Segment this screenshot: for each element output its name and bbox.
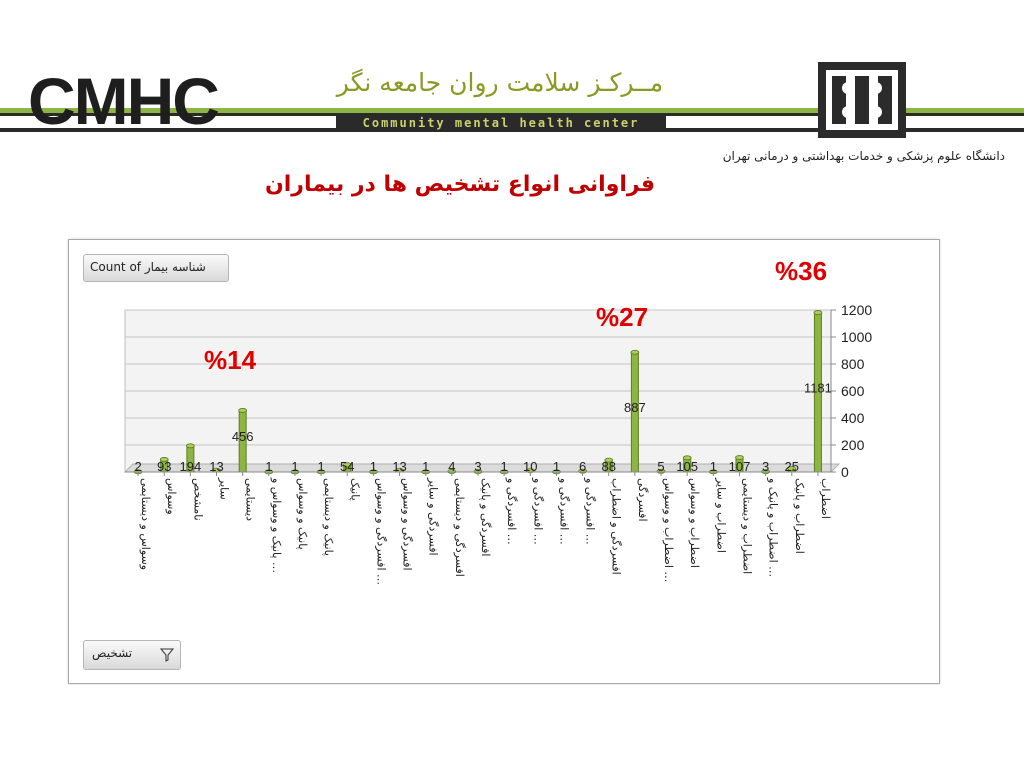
category-label: پانیک و وسواس و … xyxy=(269,478,283,573)
data-label: 10 xyxy=(523,459,538,474)
percent-annotation-27: %27 xyxy=(596,302,649,332)
data-label: 54 xyxy=(340,459,355,474)
data-label: 1 xyxy=(552,459,561,474)
category-label: افسردگی و … xyxy=(557,478,571,545)
data-label: 88 xyxy=(601,459,616,474)
percent-annotation-36: %36 xyxy=(775,256,828,286)
data-label: 5 xyxy=(657,459,665,474)
category-label: افسردگی و سایر xyxy=(426,478,440,556)
y-tick-label: 800 xyxy=(841,356,865,372)
category-label: سایر xyxy=(217,478,231,500)
data-label: 13 xyxy=(392,459,407,474)
y-tick-label: 400 xyxy=(841,410,865,426)
bar-top xyxy=(239,408,247,412)
data-label: 1 xyxy=(317,459,325,474)
category-label: افسردگی و … xyxy=(531,478,545,545)
axis-field-label: تشخیص xyxy=(92,646,133,660)
category-label: پانیک و وسواس xyxy=(295,478,309,550)
data-label: 1 xyxy=(291,459,299,474)
data-label: 887 xyxy=(624,400,646,416)
y-tick-label: 200 xyxy=(841,437,865,453)
data-label: 2 xyxy=(134,459,142,474)
category-label: افسردگی و … xyxy=(583,478,597,545)
data-label: 25 xyxy=(784,459,800,474)
data-label: 456 xyxy=(231,429,254,445)
category-label: افسردگی و دیستایمی xyxy=(452,478,466,577)
bar-chart xyxy=(69,240,939,683)
data-label: 107 xyxy=(728,459,751,474)
bar-top xyxy=(631,350,639,354)
category-label: وسواس و دیستایمی xyxy=(139,478,153,571)
cmhc-logo: CMHC xyxy=(28,64,218,138)
category-label: اضطراب و سایر xyxy=(714,478,728,553)
category-label: دیستایمی xyxy=(243,478,257,522)
y-tick-label: 1000 xyxy=(841,329,873,345)
category-label: افسردگی و پانیک xyxy=(479,478,492,557)
category-label: وسواس xyxy=(165,478,179,515)
bar-top xyxy=(186,444,194,448)
value-field-label: Count of شناسه بیمار xyxy=(90,260,206,274)
bar-top xyxy=(814,311,822,315)
filter-dropdown-icon xyxy=(160,648,174,662)
category-label: پانیک xyxy=(348,478,362,501)
data-label: 105 xyxy=(676,459,699,474)
data-label: 1 xyxy=(265,459,273,474)
category-label: اضطراب xyxy=(818,478,832,519)
category-label: افسردگی و وسواس … xyxy=(374,478,388,586)
category-label: نامشخص xyxy=(191,478,205,521)
data-label: 4 xyxy=(448,459,456,474)
category-label: افسردگی و … xyxy=(505,478,519,545)
percent-annotation-14: %14 xyxy=(204,345,257,375)
pivot-chart xyxy=(68,239,940,684)
university-logo-icon xyxy=(818,62,906,138)
data-label: 1 xyxy=(422,459,430,474)
axis-field-filter-button[interactable] xyxy=(83,640,181,670)
value-field-button[interactable] xyxy=(83,254,229,282)
category-label: افسردگی xyxy=(635,478,649,522)
y-tick-label: 0 xyxy=(841,464,849,480)
center-title-persian: مــرکـز سلامت روان جامعه نگر xyxy=(336,68,664,97)
category-label: افسردگی و وسواس xyxy=(400,478,414,571)
data-label: 1 xyxy=(369,459,378,474)
data-label: 3 xyxy=(474,459,482,474)
data-label: 194 xyxy=(179,459,202,474)
data-label: 1 xyxy=(709,459,717,474)
category-label: اضطراب و پانیک و … xyxy=(766,478,780,578)
data-label: 93 xyxy=(156,459,172,474)
data-label: 6 xyxy=(578,459,587,474)
university-name: دانشگاه علوم پزشکی و خدمات بهداشتی و درمانی تهران xyxy=(722,149,1005,163)
y-tick-label: 1200 xyxy=(841,302,873,318)
category-label: افسردگی و اضطراب xyxy=(609,478,623,575)
category-label: پانیک و دیستایمی xyxy=(322,478,336,556)
data-label: 13 xyxy=(209,459,224,474)
y-tick-label: 600 xyxy=(841,383,865,399)
center-title-english: Community mental health center xyxy=(362,116,640,130)
category-label: اضطراب و وسواس … xyxy=(662,478,676,583)
slide-header xyxy=(0,0,1024,170)
category-label: اضطراب و دیستایمی xyxy=(740,478,754,575)
data-label: 3 xyxy=(762,459,770,474)
data-label: 1 xyxy=(500,459,508,474)
data-label: 1181 xyxy=(803,380,832,396)
slide-title: فراوانی انواع تشخیص ها در بیماران xyxy=(264,172,656,197)
category-label: اضطراب و وسواس xyxy=(688,478,702,568)
category-label: اضطراب و پانیک xyxy=(792,478,806,554)
